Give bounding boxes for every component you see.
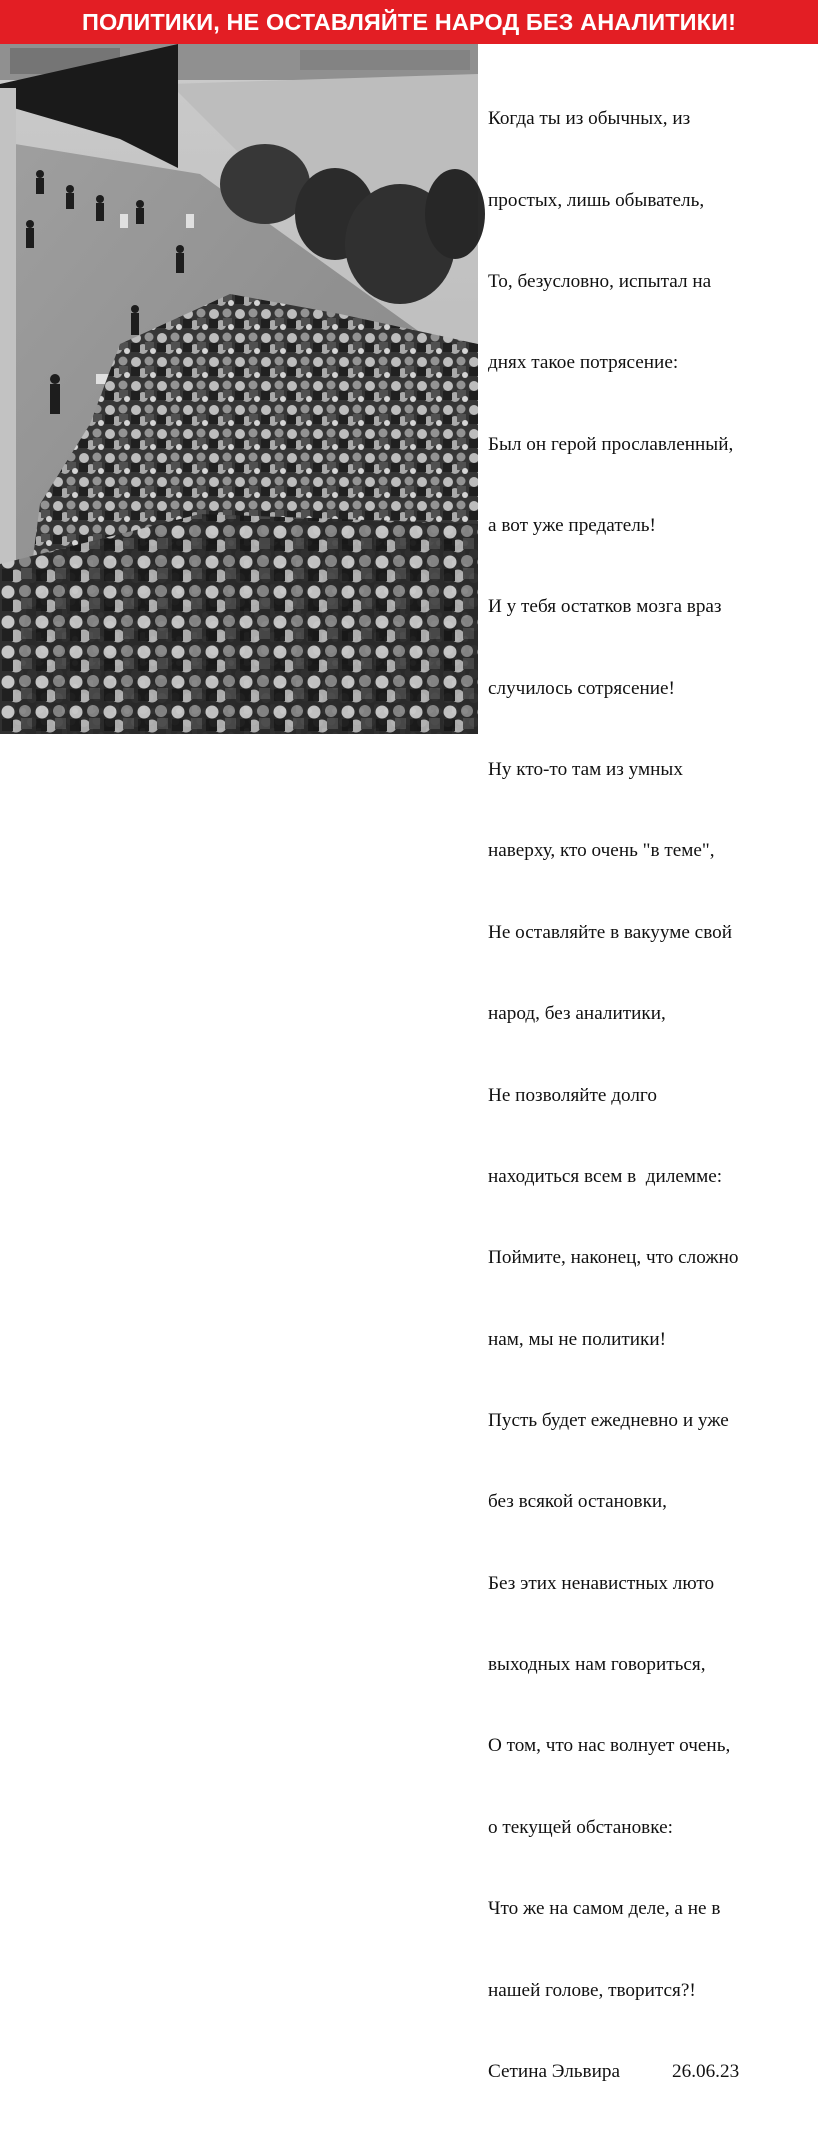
headline-text: ПОЛИТИКИ, НЕ ОСТАВЛЯЙТЕ НАРОД БЕЗ АНАЛИТИКИ! [81, 8, 737, 35]
poem-line: Когда ты из обычных, из [488, 108, 691, 130]
poem-line: днях такое потрясение: [488, 352, 679, 374]
poem-line: нам, мы не политики! [488, 1328, 667, 1350]
poem-line: находиться всем в дилемме: [488, 1165, 723, 1187]
poem-line: простых, лишь обыватель, [488, 189, 705, 211]
poem-line: наверху, кто очень "в теме", [488, 840, 715, 862]
poem-line: И у тебя остатков мозга враз [488, 596, 722, 618]
poem-line: О том, что нас волнует очень, [488, 1735, 731, 1757]
poem-line: Не позволяйте долго [488, 1084, 657, 1106]
poem-line: народ, без аналитики, [488, 1003, 666, 1025]
author-name: Сетина Эльвира [488, 2060, 620, 2082]
poem-line: Без этих ненавистных люто [488, 1572, 715, 1594]
poem-line: Был он герой прославленный, [488, 433, 734, 455]
poem-line: нашей голове, творится?! [488, 1979, 696, 2001]
poem-line: Ну кто-то там из умных [488, 759, 683, 781]
headline-banner [0, 0, 818, 44]
poem-line: о текущей обстановке: [488, 1816, 673, 1838]
poem-text [488, 51, 814, 2139]
poem-line: случилось сотрясение! [488, 677, 675, 699]
poem-line: выходных нам говориться, [488, 1654, 706, 1676]
crowd-photo [0, 44, 478, 734]
poem-line: без всякой остановки, [488, 1491, 667, 1513]
poem-line: То, безусловно, испытал на [488, 270, 712, 292]
poem-line: Пусть будет ежедневно и уже [488, 1410, 729, 1431]
poem-line: Что же на самом деле, а не в [488, 1898, 721, 1920]
poem-line: а вот уже предатель! [488, 515, 656, 537]
poem-date: 26.06.23 [672, 2060, 740, 2082]
poem-line: Не оставляйте в вакууме свой [488, 921, 732, 943]
signature [488, 2058, 814, 2085]
poem-line: Поймите, наконец, что сложно [488, 1247, 739, 1269]
